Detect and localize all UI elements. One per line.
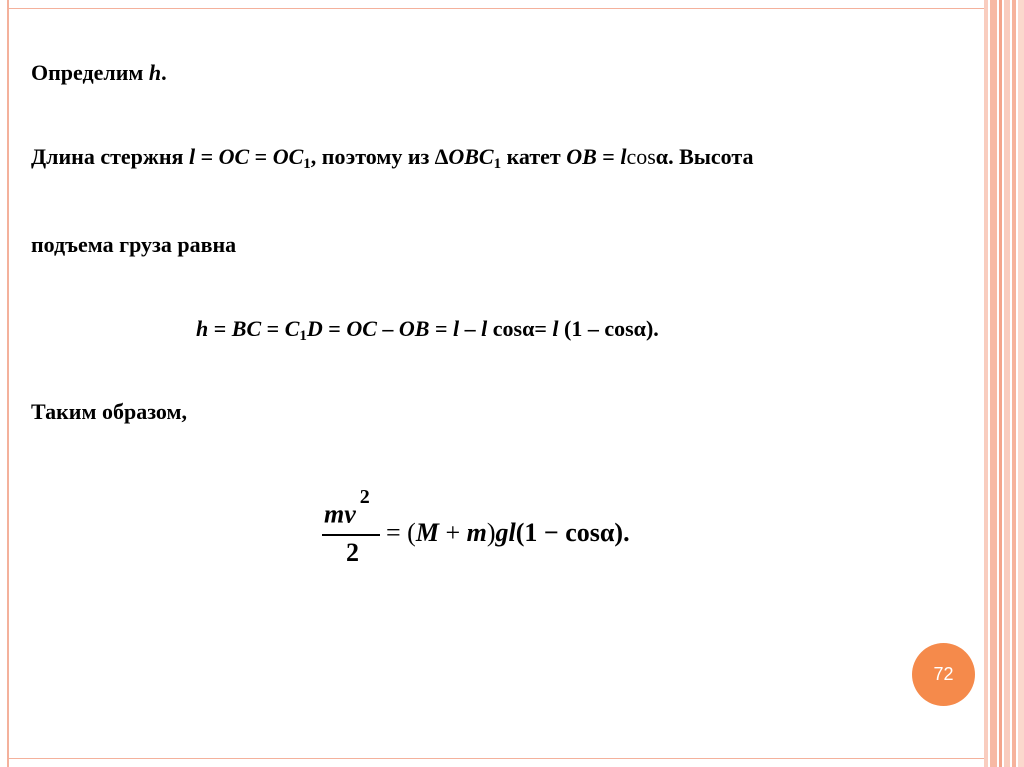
- fraction: [322, 488, 382, 578]
- formula-h: h = BC = $C_1D$ = OC – OB = l – l cosα= l (1 – cosα).: [196, 316, 659, 344]
- formula-rhs: = (M + m)gl(1 − cosα).: [386, 518, 630, 547]
- line-rod-length: Длина стержня l = OC = $OC_1$, поэтому из $\Delta OBC_1$ катет OB = lcosα. Высота: [31, 144, 754, 172]
- line-define-h: Определим h.: [31, 60, 167, 85]
- formula-energy: [322, 488, 742, 578]
- fraction-bar: [322, 534, 380, 536]
- frame-left-border: [7, 0, 9, 767]
- line-thus: Таким образом,: [31, 399, 187, 424]
- fraction-numerator: $mv^2$: [324, 486, 370, 529]
- frame-top-border: [7, 8, 984, 9]
- page-number-badge: 72: [912, 643, 975, 706]
- fraction-denominator: 2: [346, 538, 359, 567]
- line-lift-height: подъема груза равна: [31, 232, 237, 257]
- frame-bottom-border: [7, 758, 984, 759]
- decorative-stripes: [984, 0, 1024, 767]
